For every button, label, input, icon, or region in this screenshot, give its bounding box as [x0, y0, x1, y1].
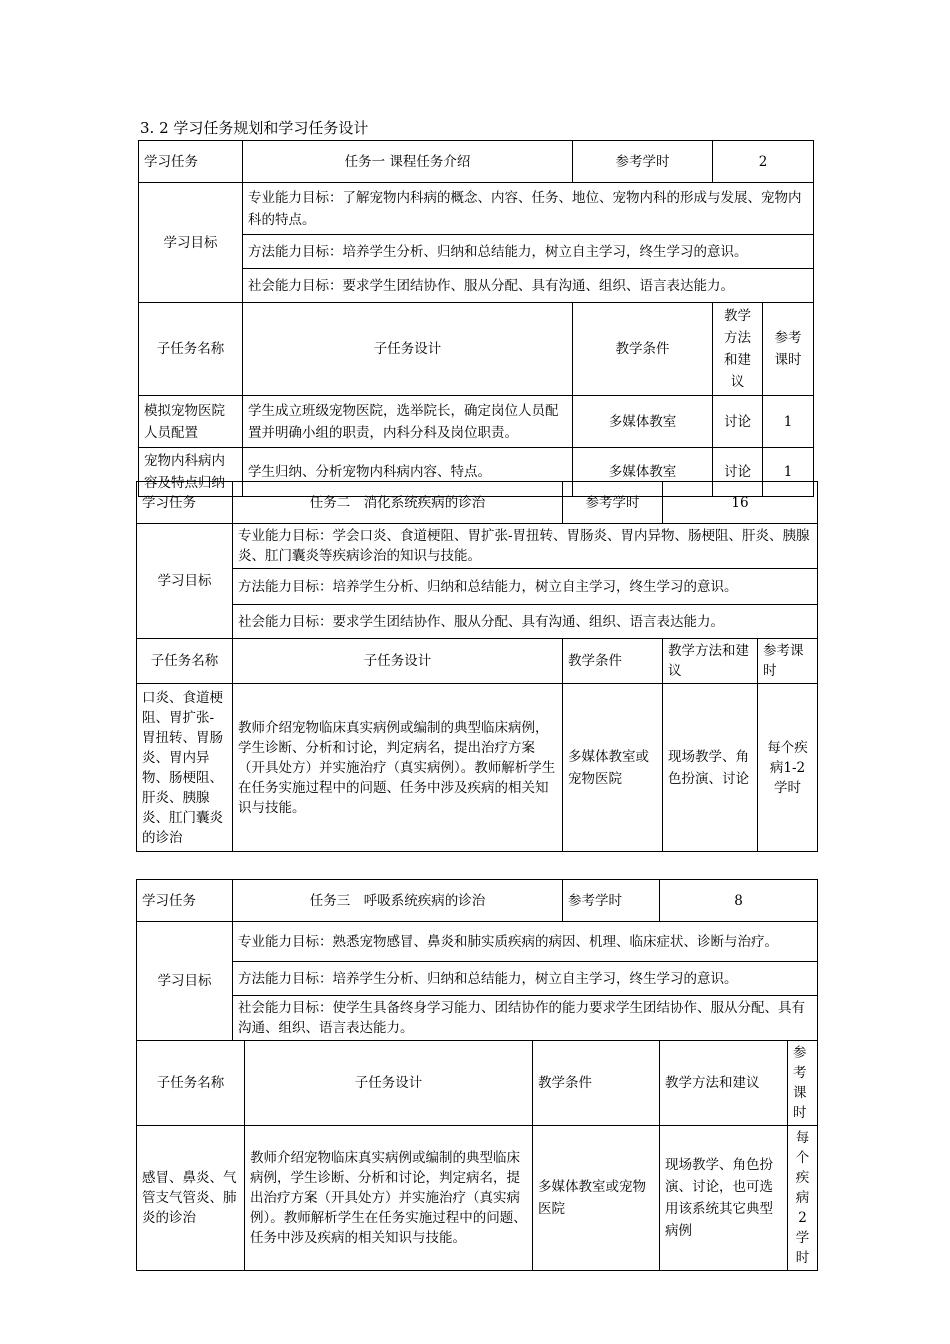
subtask-design: 教师介绍宠物临床真实病例或编制的典型临床病例，学生诊断、分析和讨论，判定病名，提出治疗方案（开具处方）并实施治疗（真实病例）。教师解析学生在任务实施过程中的问题、任务中涉及疾病的相关知识与技能。 [233, 684, 563, 852]
goal-social: 社会能力目标：要求学生团结协作、服从分配、具有沟通、组织、语言表达能力。 [233, 605, 818, 639]
subtask-design: 学生成立班级宠物医院，选举院长，确定岗位人员配置并明确小组的职责，内科分科及岗位职责。 [243, 396, 573, 448]
subtask-conditions: 多媒体教室或宠物医院 [533, 1126, 660, 1271]
task-table-2 [136, 481, 818, 852]
ref-hours-header: 参考课时 [788, 1041, 818, 1126]
section-title: 3. 2 学习任务规划和学习任务设计 [140, 119, 369, 137]
task-title: 任务一 课程任务介绍 [243, 141, 573, 183]
goal-method: 方法能力目标：培养学生分析、归纳和总结能力，树立自主学习，终生学习的意识。 [233, 569, 818, 605]
subtask-design: 教师介绍宠物临床真实病例或编制的典型临床病例，学生诊断、分析和讨论，判定病名，提出治疗方案（开具处方）并实施治疗（真实病例）。教师解析学生在任务实施过程中的问题、任务中涉及疾病的相关知识与技能。 [245, 1126, 533, 1271]
subtask-methods: 讨论 [713, 448, 763, 497]
task-hours: 16 [663, 482, 818, 524]
goal-method: 方法能力目标：培养学生分析、归纳和总结能力，树立自主学习，终生学习的意识。 [243, 235, 814, 269]
subtask-methods: 现场教学、角色扮演、讨论 [663, 684, 758, 852]
subtask-name: 感冒、鼻炎、气管支气管炎、肺炎的诊治 [137, 1126, 245, 1271]
subtask-design-header: 子任务设计 [233, 639, 563, 684]
task-title: 任务三 呼吸系统疾病的诊治 [233, 880, 563, 922]
conditions-header: 教学条件 [533, 1041, 660, 1126]
subtask-hours: 每个疾病1-2 学时 [758, 684, 818, 852]
task-table-3 [136, 879, 818, 1271]
conditions-header: 教学条件 [563, 639, 663, 684]
conditions-header: 教学条件 [573, 303, 713, 396]
goal-method: 方法能力目标：培养学生分析、归纳和总结能力，树立自主学习，终生学习的意识。 [233, 962, 818, 996]
subtask-name: 模拟宠物医院人员配置 [139, 396, 243, 448]
ref-hours-header: 参考课时 [758, 639, 818, 684]
task-hours: 2 [713, 141, 814, 183]
hours-label: 参考学时 [563, 482, 663, 524]
subtask-name: 宠物内科病内容及特点归纳 [139, 448, 243, 497]
task-label: 学习任务 [137, 880, 233, 922]
subtask-hours: 1 [763, 396, 814, 448]
goal-professional: 专业能力目标：熟悉宠物感冒、鼻炎和肺实质疾病的病因、机理、临床症状、诊断与治疗。 [233, 922, 818, 962]
subtask-conditions: 多媒体教室 [573, 396, 713, 448]
hours-label: 参考学时 [563, 880, 660, 922]
subtask-name-header: 子任务名称 [137, 639, 233, 684]
task-title: 任务二 消化系统疾病的诊治 [233, 482, 563, 524]
ref-hours-header: 参考课时 [763, 303, 814, 396]
goal-professional: 专业能力目标：了解宠物内科病的概念、内容、任务、地位、宠物内科的形成与发展、宠物内科的特点。 [243, 183, 814, 235]
subtask-methods: 现场教学、角色扮演、讨论，也可选用该系统其它典型病例 [660, 1126, 788, 1271]
goal-professional: 专业能力目标：学会口炎、食道梗阻、胃扩张-胃扭转、胃肠炎、胃内异物、肠梗阻、肝炎、胰腺炎、肛门囊炎等疾病诊治的知识与技能。 [233, 524, 818, 569]
task-table-1 [138, 140, 814, 497]
task-hours: 8 [660, 880, 818, 922]
hours-label: 参考学时 [573, 141, 713, 183]
subtask-design-header: 子任务设计 [245, 1041, 533, 1126]
subtask-design-header: 子任务设计 [243, 303, 573, 396]
subtask-name-header: 子任务名称 [139, 303, 243, 396]
subtask-name: 口炎、食道梗阻、胃扩张-胃扭转、胃肠炎、胃内异物、肠梗阻、肝炎、胰腺炎、肛门囊炎的诊治 [137, 684, 233, 852]
subtask-name-header: 子任务名称 [137, 1041, 245, 1126]
goal-social: 社会能力目标：要求学生团结协作、服从分配、具有沟通、组织、语言表达能力。 [243, 269, 814, 303]
methods-header: 教学方法和建议 [713, 303, 763, 396]
subtask-hours: 1 [763, 448, 814, 497]
goal-label: 学习目标 [139, 183, 243, 303]
methods-header: 教学方法和建议 [660, 1041, 788, 1126]
subtask-design: 学生归纳、分析宠物内科病内容、特点。 [243, 448, 573, 497]
subtask-methods: 讨论 [713, 396, 763, 448]
goal-label: 学习目标 [137, 524, 233, 639]
methods-header: 教学方法和建议 [663, 639, 758, 684]
task-label: 学习任务 [139, 141, 243, 183]
task-label: 学习任务 [137, 482, 233, 524]
subtask-hours: 每个疾病2学时 [788, 1126, 818, 1271]
goal-label: 学习目标 [137, 922, 233, 1041]
subtask-conditions: 多媒体教室或宠物医院 [563, 684, 663, 852]
goal-social: 社会能力目标：使学生具备终身学习能力、团结协作的能力要求学生团结协作、服从分配、具有沟通、组织、语言表达能力。 [233, 996, 818, 1041]
subtask-conditions: 多媒体教室 [573, 448, 713, 497]
